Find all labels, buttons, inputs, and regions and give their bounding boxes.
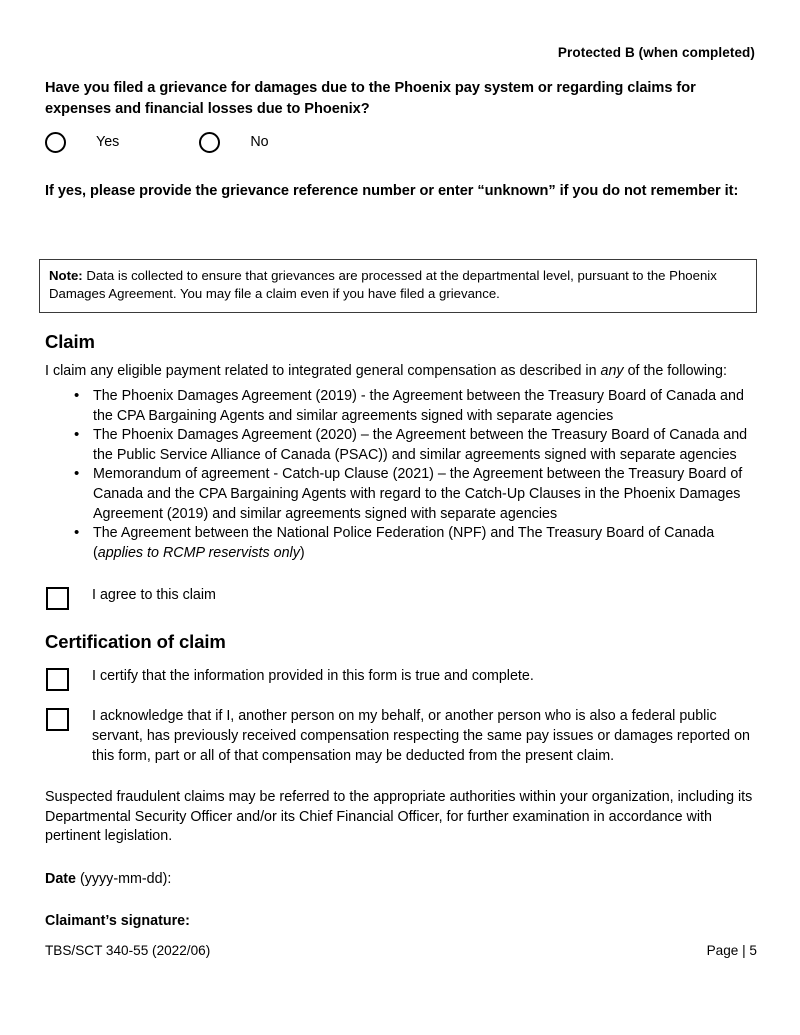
page-footer bbox=[45, 942, 757, 960]
npf-agreement-emphasis: applies to RCMP reservists only bbox=[97, 544, 300, 561]
checkbox-acknowledge-deduction-icon[interactable] bbox=[46, 708, 69, 731]
certify-truth-label: I certify that the information provided in this form is true and complete. bbox=[92, 668, 534, 685]
acknowledge-deduction-label: I acknowledge that if I, another person on my behalf, or another person who is also a federal public servant, has previously received compensation respecting the same pay issues or damages reported on this form, part or all of that compensation may be deducted from the present claim. bbox=[92, 708, 751, 764]
date-format-hint: (yyyy-mm-dd): bbox=[76, 871, 172, 887]
certify-truth-row[interactable] bbox=[45, 667, 755, 691]
claim-section-heading: Claim bbox=[45, 330, 95, 352]
date-field-label: Date bbox=[45, 871, 76, 887]
radio-no-label: No bbox=[250, 134, 269, 150]
grievance-option-no[interactable] bbox=[199, 132, 268, 153]
agree-to-claim-label: I agree to this claim bbox=[92, 587, 216, 604]
fraud-notice-paragraph: Suspected fraudulent claims may be referred to the appropriate authorities within your organization, including its Departmental Security Officer and/or its Chief Financial Officer, for further examination in accordance with pertinent legislation. bbox=[45, 789, 753, 845]
claim-intro-emphasis: any bbox=[600, 362, 624, 379]
signature-field-label: Claimant’s signature: bbox=[45, 912, 190, 929]
grievance-radio-row bbox=[45, 128, 755, 156]
npf-agreement-after: ) bbox=[299, 544, 305, 561]
checkbox-agree-to-claim-icon[interactable] bbox=[46, 587, 69, 610]
certification-section-heading: Certification of claim bbox=[45, 631, 226, 653]
list-item: • The Phoenix Damages Agreement (2020) – the Agreement between the Treasury Board of Canada and the Public Service Alliance of Canada (PSAC)) and similar agreements signed with separate agencies bbox=[45, 426, 755, 465]
date-field-row[interactable] bbox=[45, 870, 755, 890]
protected-classification-header: Protected B (when completed) bbox=[557, 45, 755, 60]
radio-no-icon[interactable] bbox=[199, 132, 220, 153]
grievance-question-label: Have you filed a grievance for damages due to the Phoenix pay system or regarding claims for expenses and financial losses due to Phoenix? bbox=[45, 80, 696, 117]
page-number: Page | 5 bbox=[706, 943, 757, 958]
list-item: • The Phoenix Damages Agreement (2019) - the Agreement between the Treasury Board of Canada and the CPA Bargaining Agents and similar agreements signed with separate agencies bbox=[45, 387, 755, 426]
note-text: Data is collected to ensure that grievances are processed at the departmental level, pursuant to the Phoenix Damages Agreement. You may file a claim even if you have filed a grievance. bbox=[49, 267, 717, 301]
page-content bbox=[45, 44, 755, 931]
note-label: Note: bbox=[49, 267, 83, 283]
checkbox-certify-truth-icon[interactable] bbox=[46, 668, 69, 691]
claim-intro-after: of the following: bbox=[623, 362, 727, 379]
eligible-agreements-list bbox=[45, 387, 755, 563]
form-number: TBS/SCT 340-55 (2022/06) bbox=[45, 943, 211, 958]
radio-yes-icon[interactable] bbox=[45, 132, 66, 153]
note-box bbox=[39, 259, 757, 313]
radio-yes-label: Yes bbox=[96, 134, 120, 150]
agree-to-claim-row[interactable] bbox=[45, 586, 755, 610]
list-item: • Memorandum of agreement - Catch-up Clause (2021) – the Agreement between the Treasury Board of Canada and the CPA Bargaining Agents with regard to the Catch-Up Clauses in the Phoenix Damages Agreement (2019) and similar agreements signed with separate agencies bbox=[45, 465, 755, 524]
claim-intro-before: I claim any eligible payment related to integrated general compensation as described in bbox=[45, 362, 601, 379]
acknowledge-deduction-row[interactable] bbox=[45, 707, 755, 766]
grievance-option-yes[interactable] bbox=[45, 132, 119, 153]
signature-field-row[interactable] bbox=[45, 912, 755, 932]
grievance-reference-question-label: If yes, please provide the grievance reference number or enter “unknown” if you do not remember it: bbox=[45, 183, 739, 199]
npf-agreement-before: The Agreement between the National Police Federation (NPF) and The Treasury Board of Canada ( bbox=[93, 525, 715, 561]
list-item bbox=[45, 524, 755, 563]
claim-intro-paragraph bbox=[45, 362, 755, 382]
